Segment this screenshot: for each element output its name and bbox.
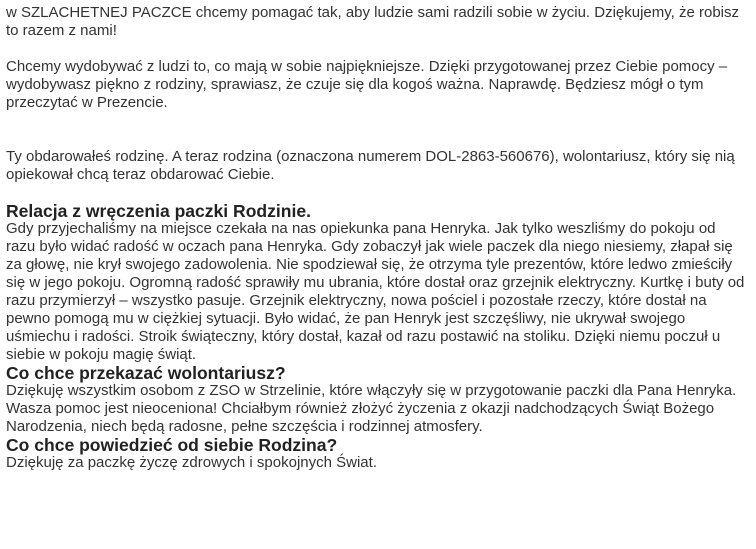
volunteer-body: Dziękuję wszystkim osobom z ZSO w Strzelinie, które włączyły się w przygotowanie paczki dla Pana Henryka. Wasza pomoc jest nieoceniona! Chciałbym również złożyć życzenia z okazji nadchodzących Świąt Bożego Narodzenia, niech będą radosne, pełne szczęścia i rodzinnej atmosfery. bbox=[6, 382, 737, 435]
family-body: Dziękuję za paczkę życzę zdrowych i spokojnych Świat. bbox=[6, 454, 377, 471]
intro-paragraph-2: Chcemy wydobywać z ludzi to, co mają w sobie najpiękniejsze. Dzięki przygotowanej przez Ciebie pomocy – wydobywasz piękno z rodziny, sprawiasz, że czuje się dla kogoś ważna. Naprawdę. Będziesz mógł o tym przeczytać w Prezencie. bbox=[6, 58, 728, 111]
spacer bbox=[6, 40, 746, 58]
volunteer-heading: Co chce przekazać wolontariusz? bbox=[6, 363, 286, 383]
message-document bbox=[6, 4, 746, 472]
spacer bbox=[6, 184, 746, 202]
intro-paragraph-3: Ty obdarowałeś rodzinę. A teraz rodzina (oznaczona numerem DOL-2863-560676), wolontariusz, który się nią opiekował chcą teraz obdarować Ciebie. bbox=[6, 148, 735, 183]
report-body: Gdy przyjechaliśmy na miejsce czekała na nas opiekunka pana Henryka. Jak tylko weszliśmy do pokoju od razu było widać radość w oczach pana Henryka. Gdy zobaczył jak wiele paczek dla niego niesiemy, złapał się za głowę, nie krył swojego zadowolenia. Nie spodziewał się, że otrzyma tyle prezentów, które ledwo zmieściły się w jego pokoju. Ogromną radość sprawiły mu ubrania, które dostał oraz grzejnik elektryczny. Kurtkę i buty od razu przymierzył – wszystko pasuje. Grzejnik elektryczny, nowa pościel i pozostałe rzeczy, które dostał na pewno pomogą mu w ciężkiej sytuacji. Było widać, że pan Henryk jest szczęśliwy, nie ukrywał swojego uśmiechu i radości. Stroik świąteczny, który dostał, kazał od razu postawić na stoliku. Dzięki niemu poczuł u siebie w pokoju magię świąt. bbox=[6, 220, 745, 363]
report-heading: Relacja z wręczenia paczki Rodzinie. bbox=[6, 201, 311, 221]
family-heading: Co chce powiedzieć od siebie Rodzina? bbox=[6, 435, 338, 455]
intro-paragraph-1: w SZLACHETNEJ PACZCE chcemy pomagać tak, aby ludzie sami radzili sobie w życiu. Dziękujemy, że robisz to razem z nami! bbox=[6, 4, 740, 39]
spacer bbox=[6, 112, 746, 148]
